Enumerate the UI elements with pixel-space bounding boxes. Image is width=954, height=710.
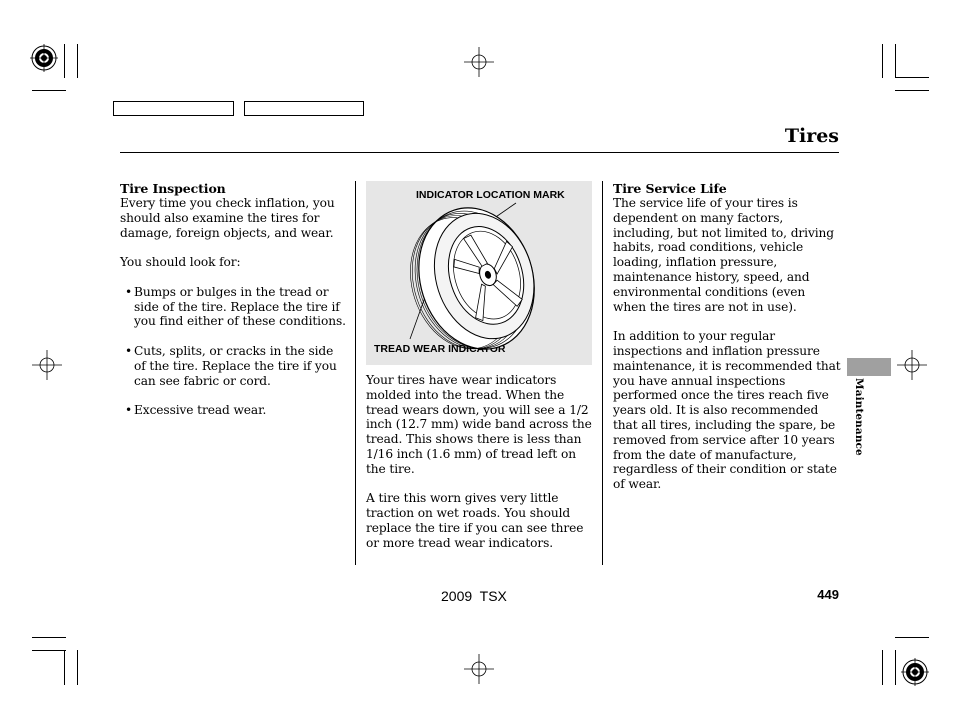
crosshair-icon bbox=[464, 47, 494, 77]
text-line: habits, road conditions, vehicle bbox=[613, 240, 804, 255]
text-line: side of the tire. Replace the tire if bbox=[134, 299, 340, 314]
text-line: maintenance history, speed, and bbox=[613, 269, 810, 284]
page-title: Tires bbox=[784, 125, 839, 147]
text-line: environmental conditions (even bbox=[613, 284, 806, 299]
text-line: traction on wet roads. You should bbox=[366, 506, 571, 521]
text-line: of the tire. Replace the tire if you bbox=[134, 358, 337, 373]
figure-label-top: INDICATOR LOCATION MARK bbox=[416, 189, 565, 201]
crosshair-icon bbox=[464, 654, 494, 684]
text-line: removed from service after 10 years bbox=[613, 432, 835, 447]
crop-line bbox=[895, 44, 896, 78]
bullet-icon: • bbox=[125, 284, 133, 299]
text-line: A tire this worn gives very little bbox=[366, 491, 559, 506]
crop-line bbox=[32, 637, 66, 638]
list-item bbox=[120, 285, 352, 329]
text-line: regardless of their condition or state bbox=[613, 462, 837, 477]
paragraph bbox=[613, 329, 843, 492]
nav-tab-box bbox=[113, 101, 234, 116]
crop-line bbox=[882, 650, 883, 685]
crop-line bbox=[882, 44, 883, 78]
footer-model: 2009 TSX bbox=[441, 588, 507, 604]
paragraph bbox=[613, 196, 843, 314]
text-line: you find either of these conditions. bbox=[134, 314, 346, 329]
section-heading: Tire Inspection bbox=[120, 181, 226, 196]
text-line: of wear. bbox=[613, 477, 662, 492]
side-tab-label: Maintenance bbox=[853, 378, 865, 456]
text-line: when the tires are not in use). bbox=[613, 299, 797, 314]
text-line: damage, foreign objects, and wear. bbox=[120, 225, 334, 240]
crop-line bbox=[895, 637, 929, 638]
paragraph bbox=[366, 373, 600, 477]
text-line: Your tires have wear indicators bbox=[366, 373, 557, 387]
text-line: molded into the tread. When the bbox=[366, 387, 565, 402]
text-line: Excessive tread wear. bbox=[134, 403, 267, 418]
text-line: dependent on many factors, bbox=[613, 210, 784, 225]
text-line: maintenance, it is recommended that bbox=[613, 358, 841, 373]
text-line: In addition to your regular bbox=[613, 329, 776, 344]
column-tire-inspection bbox=[120, 181, 352, 418]
tire-wheel-illustration bbox=[366, 181, 592, 365]
text-line: can see fabric or cord. bbox=[134, 373, 271, 388]
figure-label-bottom: TREAD WEAR INDICATOR bbox=[374, 343, 506, 355]
text-line: you have annual inspections bbox=[613, 373, 786, 388]
text-line: tread. This shows there is less than bbox=[366, 432, 582, 447]
text-line: Cuts, splits, or cracks in the side bbox=[134, 343, 334, 358]
bullet-icon: • bbox=[125, 403, 133, 418]
column-wear-indicators bbox=[366, 373, 600, 551]
crop-line bbox=[64, 650, 65, 685]
list-item bbox=[120, 403, 352, 418]
crosshair-icon bbox=[32, 350, 62, 380]
text-line: including, but not limited to, driving bbox=[613, 225, 834, 240]
column-divider bbox=[602, 181, 603, 565]
crosshair-icon bbox=[897, 350, 927, 380]
tire-wear-figure bbox=[366, 181, 592, 365]
nav-tab-box bbox=[244, 101, 364, 116]
crop-line bbox=[64, 44, 65, 78]
crop-line bbox=[895, 650, 896, 685]
crop-line bbox=[32, 90, 66, 91]
side-tab-marker bbox=[847, 358, 891, 376]
crop-line bbox=[895, 77, 929, 78]
text-line: tread wears down, you will see a 1/2 bbox=[366, 402, 589, 417]
registration-target-icon bbox=[30, 44, 58, 72]
text-line: inspections and inflation pressure bbox=[613, 343, 820, 358]
crop-line bbox=[77, 44, 78, 78]
registration-target-icon bbox=[901, 658, 929, 686]
text-line: performed once the tires reach five bbox=[613, 388, 829, 403]
bullet-icon: • bbox=[125, 343, 133, 358]
text-line: from the date of manufacture, bbox=[613, 447, 797, 462]
text-line: or more tread wear indicators. bbox=[366, 535, 554, 550]
text-line: should also examine the tires for bbox=[120, 210, 320, 225]
crop-line bbox=[895, 90, 929, 91]
text-line: The service life of your tires is bbox=[613, 196, 798, 210]
list-item bbox=[120, 344, 352, 388]
text-line: replace the tire if you can see three bbox=[366, 520, 584, 535]
text-line: inch (12.7 mm) wide band across the bbox=[366, 417, 592, 432]
text-line: 1/16 inch (1.6 mm) of tread left on bbox=[366, 446, 576, 461]
text-line: the tire. bbox=[366, 461, 415, 476]
crop-line bbox=[77, 650, 78, 685]
paragraph bbox=[366, 491, 600, 550]
paragraph: You should look for: bbox=[120, 255, 241, 270]
column-tire-service-life bbox=[613, 181, 843, 492]
header-rule bbox=[120, 152, 839, 153]
paragraph bbox=[120, 196, 352, 240]
crop-line bbox=[32, 650, 66, 651]
page-number: 449 bbox=[817, 587, 839, 602]
column-divider bbox=[355, 181, 356, 565]
text-line: Bumps or bulges in the tread or bbox=[134, 284, 329, 299]
text-line: Every time you check inflation, you bbox=[120, 196, 335, 210]
text-line: loading, inflation pressure, bbox=[613, 255, 778, 270]
text-line: years old. It is also recommended bbox=[613, 403, 819, 418]
section-heading: Tire Service Life bbox=[613, 181, 727, 196]
text-line: that all tires, including the spare, be bbox=[613, 417, 836, 432]
